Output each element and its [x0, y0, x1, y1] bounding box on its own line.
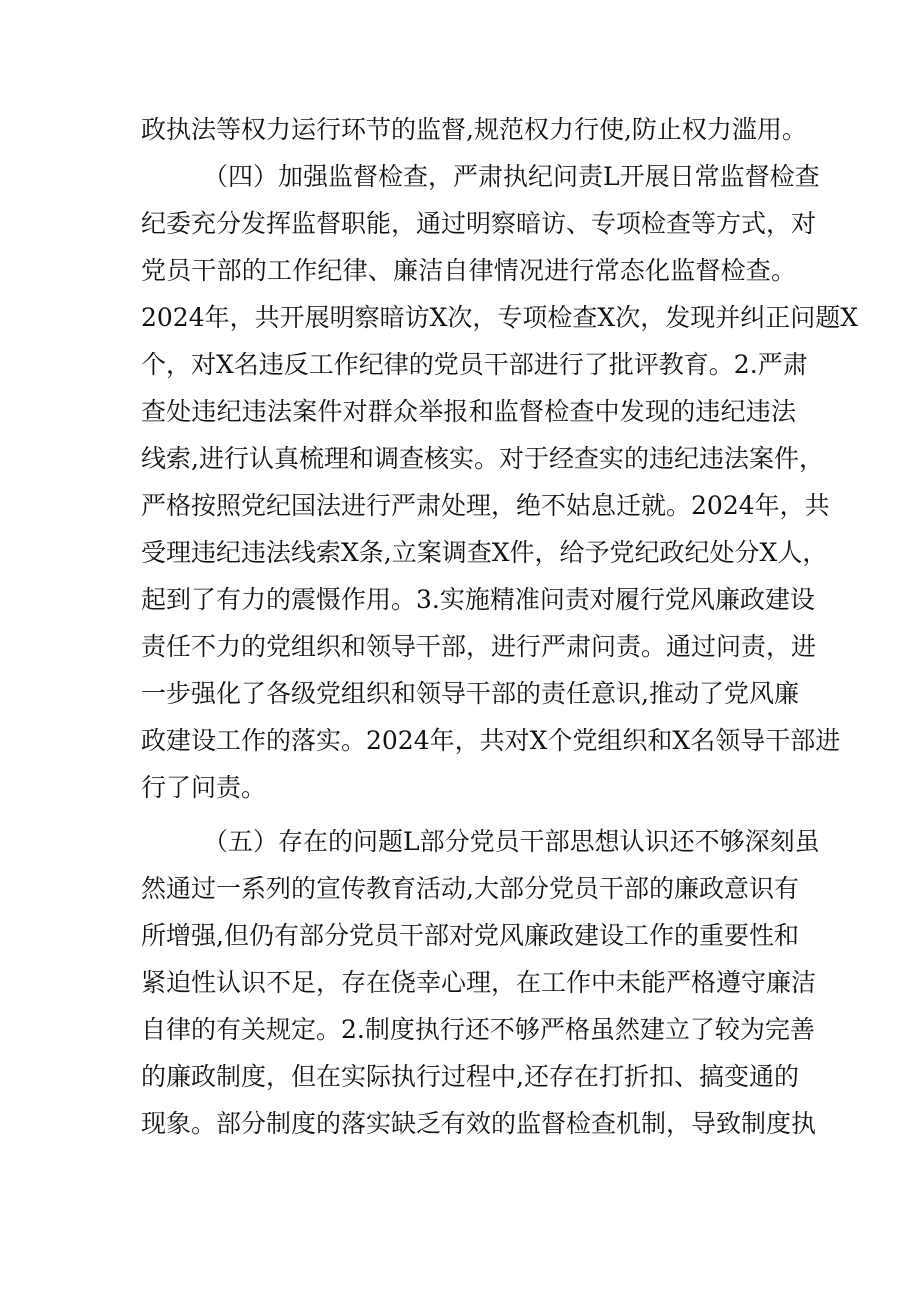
text-line: 现象。部分制度的落实缺乏有效的监督检查机制，导致制度执	[141, 1109, 817, 1138]
text-line: 政执法等权力运行环节的监督,规范权力行使,防止权力滥用。	[141, 115, 807, 144]
text-line: 的廉政制度，但在实际执行过程中,还存在打折扣、搞变通的	[141, 1062, 799, 1091]
text-line: 受理违纪违法线索X条,立案调查X件，给予党纪政纪处分X人，	[141, 538, 828, 567]
paragraph-gap	[141, 811, 796, 818]
text-line: 紧迫性认识不足，存在侥幸心理，在工作中未能严格遵守廉洁	[141, 968, 817, 997]
text-line: 责任不力的党组织和领导干部，进行严肃问责。通过问责，进	[141, 632, 817, 661]
text-line-paragraph-end: 行了问责。	[141, 773, 267, 802]
text-line: 严格按照党纪国法进行严肃处理，绝不姑息迁就。2024年，共	[141, 491, 830, 520]
text-line: 政建设工作的落实。2024年，共对X个党组织和X名领导干部进	[141, 726, 841, 755]
text-line: 自律的有关规定。2.制度执行还不够严格虽然建立了较为完善	[141, 1015, 815, 1044]
text-line: 然通过一系列的宣传教育活动,大部分党员干部的廉政意识有	[141, 874, 799, 903]
text-line: 党员干部的工作纪律、廉洁自律情况进行常态化监督检查。	[141, 256, 796, 285]
paragraph-heading-5: （五）存在的问题L部分党员干部思想认识还不够深刻虽	[203, 827, 820, 856]
document-body	[141, 106, 859, 1147]
text-line: 一步强化了各级党组织和领导干部的责任意识,推动了党风廉	[141, 679, 799, 708]
text-line: 个，对X名违反工作纪律的党员干部进行了批评教育。2.严肃	[141, 350, 808, 379]
text-line: 线索,进行认真梳理和调查核实。对于经查实的违纪违法案件，	[141, 444, 824, 473]
text-line: 纪委充分发挥监督职能，通过明察暗访、专项检查等方式，对	[141, 209, 817, 238]
text-line: 所增强,但仍有部分党员干部对党风廉政建设工作的重要性和	[141, 921, 799, 950]
text-line: 2024年，共开展明察暗访X次，专项检查X次，发现并纠正问题X	[141, 303, 859, 332]
text-line: 起到了有力的震慑作用。3.实施精准问责对履行党风廉政建设	[141, 585, 815, 614]
text-line: 查处违纪违法案件对群众举报和监督检查中发现的违纪违法	[141, 397, 796, 426]
paragraph-heading-4: （四）加强监督检查，严肃执纪问责L开展日常监督检查	[203, 162, 820, 191]
